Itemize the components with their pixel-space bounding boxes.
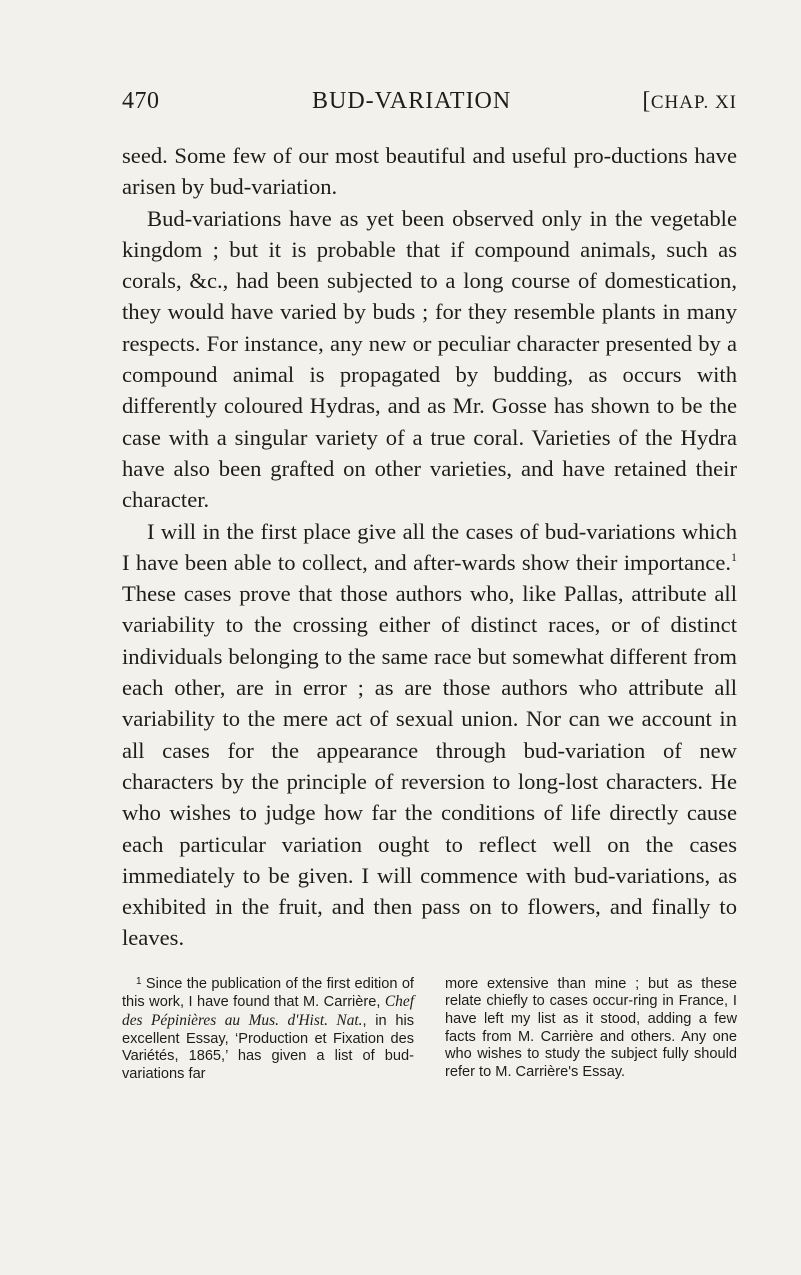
paragraph-1: seed. Some few of our most beautiful and useful pro-ductions have arisen by bud-variation.	[122, 143, 737, 200]
main-text	[122, 140, 737, 954]
paragraph-3	[122, 516, 737, 954]
paragraph-2: Bud-variations have as yet been observed only in the vegetable kingdom ; but it is probable that if compound animals, such as corals, &c., had been subjected to a long course of domestication, they would have varied by buds ; for they resemble plants in many respects. For instance, any new or peculiar character presented by a compound animal is propagated by budding, as occurs with differently coloured Hydras, and as Mr. Gosse has shown to be the case with a singular variety of a true coral. Varieties of the Hydra have also been grafted on other varieties, and have retained their character.	[122, 205, 737, 513]
footnote-1	[122, 976, 414, 1084]
paragraph-3-part-2: These cases prove that those authors who, like Pallas, attribute all variability to the crossing either of distinct races, or of distinct individuals belonging to the same race but somewhat different from each other, are in error ; as are those authors who attribute all variability to the mere act of sexual union. Nor can we account in all cases for the appearance through bud-variation of new characters by the principle of reversion to long-lost characters. He who wishes to judge how far the conditions of life directly cause each particular variation ought to reflect well on the cases immediately to be given. I will commence with bud-variations, as exhibited in the fruit, and then pass on to flowers, and finally to leaves.	[122, 581, 737, 951]
footnotes	[122, 976, 737, 1084]
running-header	[122, 88, 737, 124]
book-page	[122, 88, 737, 1083]
chapter-label	[642, 88, 737, 115]
page-number: 470	[122, 88, 160, 114]
footnote-text-a: Since the publication of the first edition of this work, I have found that M. Carrière,	[122, 975, 414, 1011]
paragraph-3-part-1: I will in the first place give all the cases of bud-variations which I have been able to collect, and after-wards show their importance.	[122, 518, 737, 575]
footnote-text-c: more extensive than mine ; but as these relate chiefly to cases occur-ring in France, I have left my list as it stood, adding a few facts from M. Carrière and others. Any one who wishes to study the subject fully should refer to M. Carrière's Essay.	[445, 975, 737, 1080]
footnote-text-b: , in his excellent Essay, ‘Production et Fixation des Variétés, 1865,’ has given a list of bud-variations far	[122, 1012, 414, 1082]
footnote-column-right	[445, 976, 737, 1084]
footnote-mark: 1	[136, 975, 142, 987]
footnote-italic-title: Chef des Pépinières au Mus. d'Hist. Nat.	[122, 993, 414, 1029]
chapter-bracket: [	[642, 88, 651, 114]
footnote-column-left	[122, 976, 414, 1084]
running-title: BUD-VARIATION	[312, 88, 512, 114]
footnote-reference: 1	[731, 549, 737, 564]
chapter-text: CHAP. XI	[650, 92, 737, 113]
